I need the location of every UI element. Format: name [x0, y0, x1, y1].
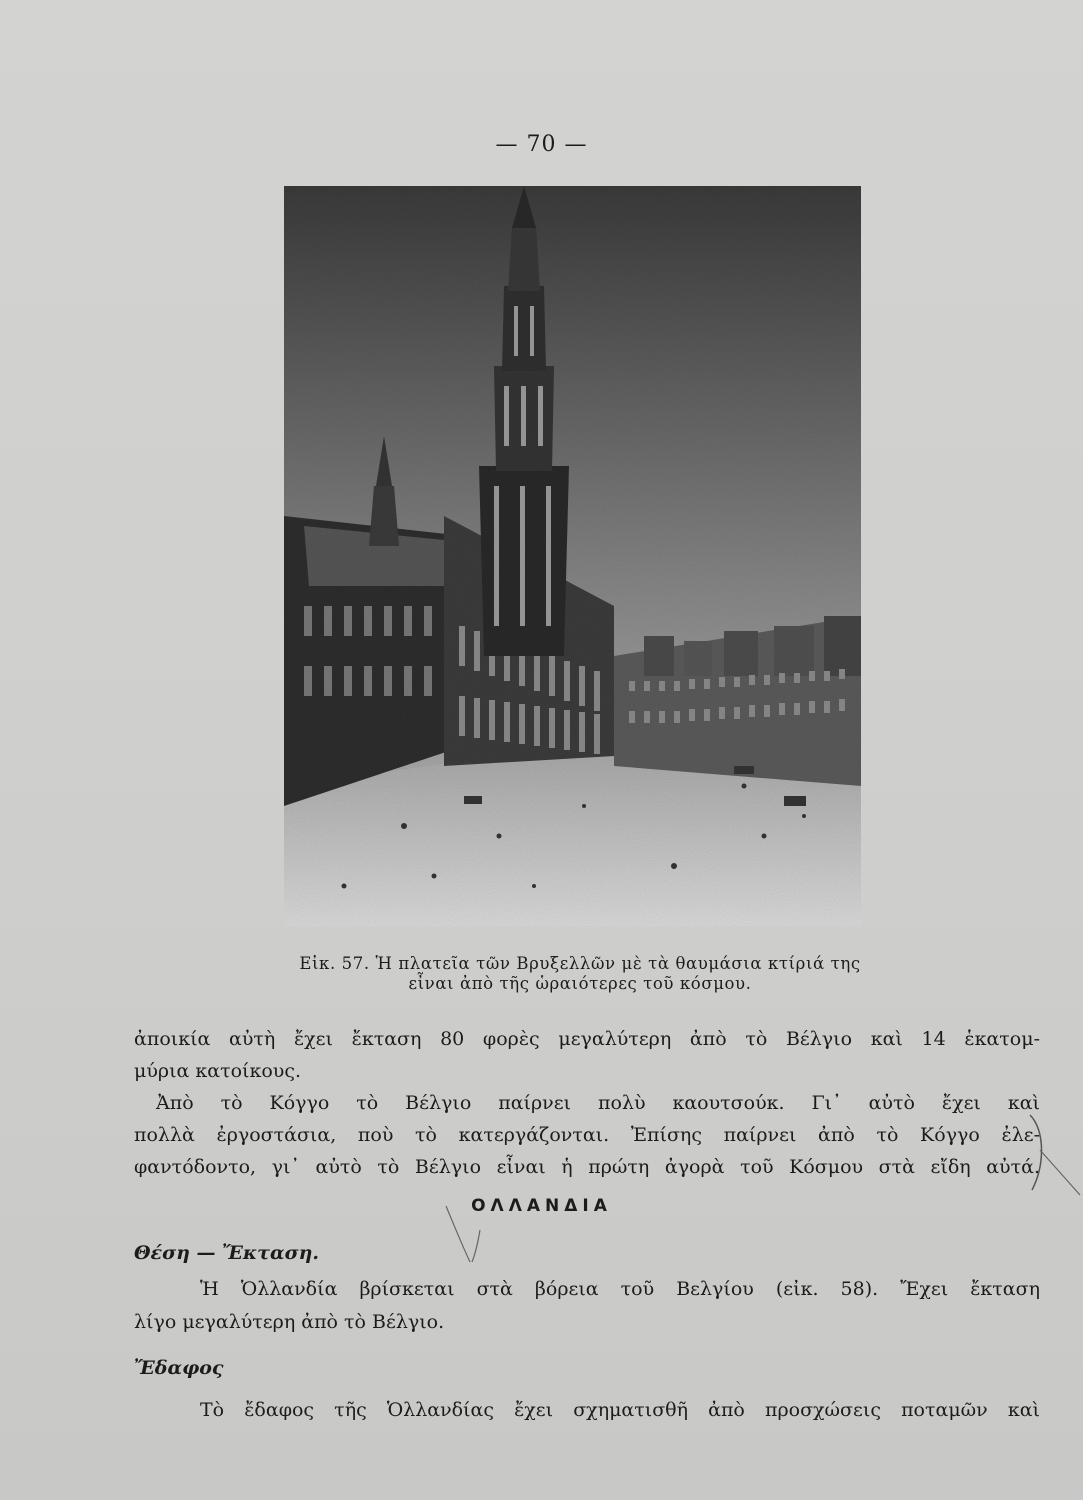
text-line: φαντόδοντο, γι᾽ αὐτὸ τὸ Βέλγιο εἶναι ἡ πρώτη ἀγορὰ τοῦ Κόσμου στὰ εἴδη αὐτά. [134, 1156, 1040, 1178]
text-line: Ἀπὸ τὸ Κόγγο τὸ Βέλγιο παίρνει πολὺ καουτσούκ. Γι᾽ αὐτὸ ἔχει καὶ [156, 1092, 1040, 1114]
photo-illustration [284, 186, 861, 926]
figure-photo-brussels-grand-place [284, 186, 861, 926]
text-line: πολλὰ ἐργοστάσια, ποὺ τὸ κατεργάζονται. Ἐπίσης παίρνει ἀπὸ τὸ Κόγγο ἐλε- [134, 1124, 1040, 1146]
subheading-terrain: Ἔδαφος [134, 1357, 224, 1379]
text-line: ἀποικία αὐτὴ ἔχει ἔκταση 80 φορὲς μεγαλύτερη ἀπὸ τὸ Βέλγιο καὶ 14 ἑκατομ- [134, 1028, 1040, 1050]
figure-caption [200, 954, 960, 994]
page-number: — 70 — [495, 132, 588, 157]
section-title: ΟΛΛΑΝΔΙΑ [471, 1196, 612, 1216]
caption-line: εἶναι ἀπὸ τῆς ὡραιότερες τοῦ κόσμου. [408, 974, 752, 993]
text-line: λίγο μεγαλύτερη ἀπὸ τὸ Βέλγιο. [134, 1311, 445, 1333]
text-line: μύρια κατοίκους. [134, 1060, 302, 1082]
subheading-position-area: Θέση — Ἔκταση. [134, 1242, 320, 1264]
text-line: Ἡ Ὁλλανδία βρίσκεται στὰ βόρεια τοῦ Βελγίου (εἰκ. 58). Ἔχει ἔκταση [200, 1278, 1040, 1300]
caption-line: Εἰκ. 57. Ἡ πλατεῖα τῶν Βρυξελλῶν μὲ τὰ θαυμάσια κτίριά της [299, 954, 861, 973]
text-line: Τὸ ἔδαφος τῆς Ὁλλανδίας ἔχει σχηματισθῆ ἀπὸ προσχώσεις ποταμῶν καὶ [200, 1399, 1040, 1421]
